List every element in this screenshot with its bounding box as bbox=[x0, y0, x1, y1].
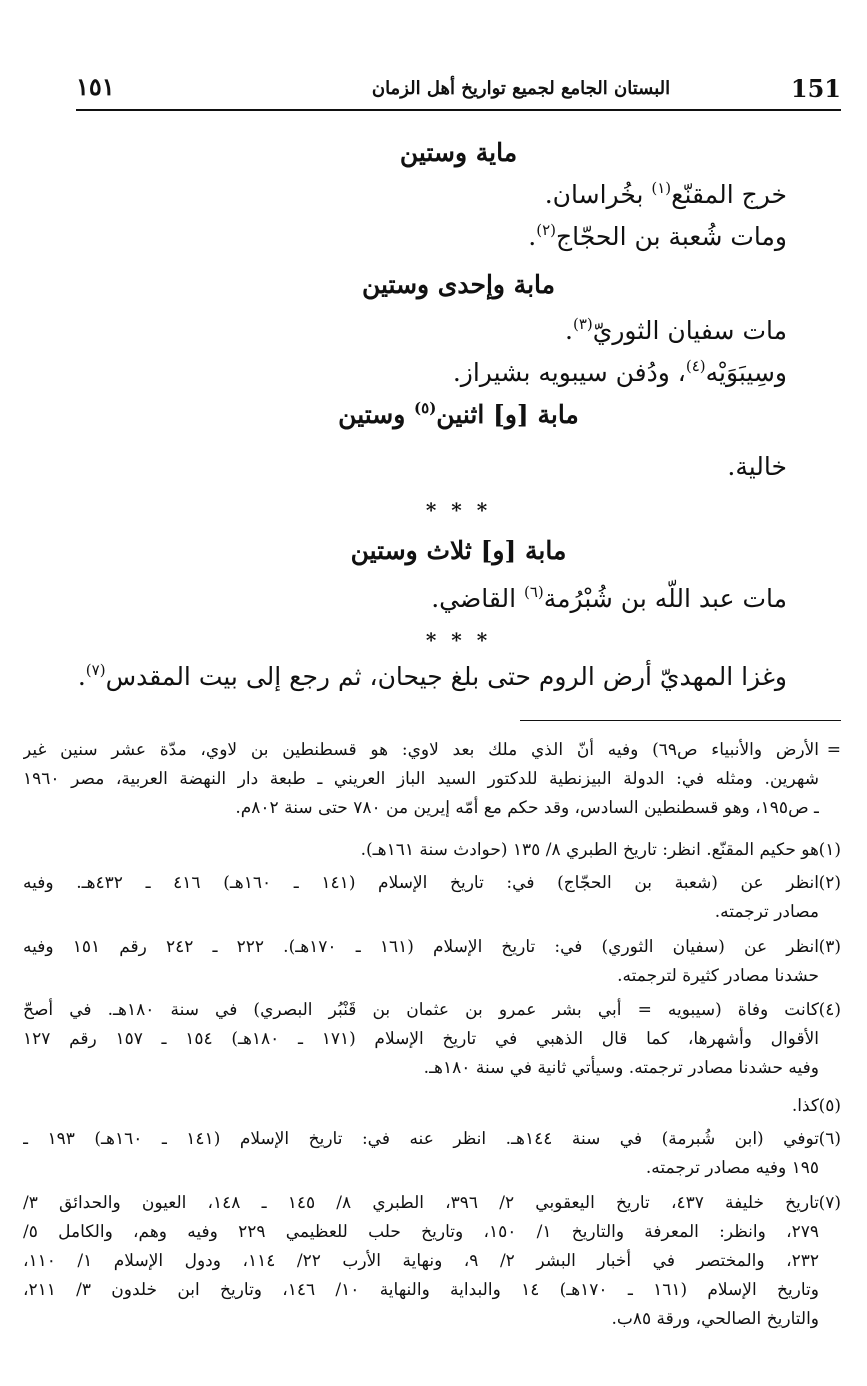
footnote-line: وتاريخ الإسلام (١٦١ ـ ١٧٠هـ) ١٤ والبداية والنهاية ١٠/ ١٤٦، وتاريخ ابن خلدون ٣/ ٢١١، bbox=[23, 1280, 819, 1300]
footnote-ref[interactable]: (٢) bbox=[536, 221, 556, 239]
footnote-4 bbox=[23, 996, 841, 1083]
footnote-line: ٢٧٩، وانظر: المعرفة والتاريخ ١/ ١٥٠، وتاريخ حلب للعظيمي ٢٢٩ وفيه وهم، والكامل ٥/ bbox=[23, 1222, 819, 1242]
section-separator: * * * bbox=[425, 628, 492, 652]
footnote-marker: (١) bbox=[818, 840, 841, 860]
text-line: وسِيبَوَيْه$^{(٤)}$، ودُفن سيبويه بشيراز. bbox=[452, 357, 787, 387]
footnote-line: مصادر ترجمته. bbox=[714, 902, 819, 922]
footnote-7 bbox=[23, 1189, 841, 1334]
footnote-ref[interactable]: (٧) bbox=[85, 661, 106, 679]
footnote-ref[interactable]: (٤) bbox=[685, 357, 706, 375]
footnote-marker: = bbox=[826, 740, 841, 760]
year-heading-161: مابة وإحدى وستين bbox=[361, 270, 556, 299]
year-heading-163: مابة [و] ثلاث وستين bbox=[350, 536, 567, 565]
footnote-line: انظر عن (سفيان الثوري) في: تاريخ الإسلام (١٦١ ـ ١٧٠هـ). ٢٢٢ ـ ٢٤٢ رقم ١٥١ وفيه bbox=[23, 937, 819, 957]
year-heading-162: مابة [و] اثنين$^{(٥)}$ وستين bbox=[338, 399, 579, 429]
header-rule bbox=[76, 109, 841, 111]
text-line: مات عبد اللّه بن شُبْرُمة$^{(٦)}$ القاضي. bbox=[431, 583, 787, 613]
section-separator: * * * bbox=[425, 498, 492, 522]
text-line: خالية. bbox=[727, 452, 787, 481]
footnotes-rule bbox=[520, 720, 841, 721]
footnote-line: الأرض والأنبياء ص٦٩) وفيه أنّ الذي ملك بعد لاوي: هو قسطنطين بن لاوي، مدّة عشر سنين غير bbox=[23, 740, 819, 760]
footnote-2 bbox=[23, 869, 841, 927]
footnote-ref[interactable]: (٥) bbox=[414, 399, 437, 417]
footnote-line: ١٩٥ وفيه مصادر ترجمته. bbox=[645, 1158, 819, 1178]
footnote-ref[interactable]: (١) bbox=[651, 179, 672, 197]
footnote-line: انظر عن (شعبة بن الحجّاج) في: تاريخ الإسلام (١٤١ ـ ١٦٠هـ) ٤١٦ ـ ٤٣٢هـ. وفيه bbox=[23, 873, 819, 893]
footnote-line: شهرين. ومثله في: الدولة البيزنطية للدكتور السيد الباز العريني ـ طبعة دار النهضة العربية، مصر ١٩٦٠ bbox=[23, 769, 819, 789]
footnote-continued bbox=[23, 736, 841, 823]
year-heading-160: ماية وستين bbox=[399, 138, 518, 167]
footnote-line: توفي (ابن شُبرمة) في سنة ١٤٤هـ. انظر عنه في: تاريخ الإسلام (١٤١ ـ ١٦٠هـ) ١٩٣ ـ bbox=[23, 1129, 819, 1149]
footnote-ref[interactable]: (٣) bbox=[573, 315, 593, 333]
text-line: وغزا المهديّ أرض الروم حتى بلغ جيحان، ثم رجع إلى بيت المقدس$^{(٧)}$. bbox=[77, 661, 787, 691]
footnote-line: ٢٣٢، والمختصر في أخبار البشر ٢/ ٩، ونهاية الأرب ٢٢/ ١١٤، ودول الإسلام ١/ ١١٠، bbox=[23, 1251, 819, 1271]
footnote-1 bbox=[23, 836, 841, 865]
footnote-marker: (٤) bbox=[818, 1000, 841, 1020]
footnote-line: كذا. bbox=[791, 1096, 819, 1116]
footnote-6 bbox=[23, 1125, 841, 1183]
footnote-marker: (٦) bbox=[818, 1129, 841, 1149]
footnote-line: كانت وفاة (سيبويه = أبي بشر عمرو بن عثمان بن قَنْبُر البصري) في سنة ١٨٠هـ. في أصحّ bbox=[23, 1000, 819, 1020]
page-number-arabic: ١٥١ bbox=[76, 72, 115, 101]
text-line: خرج المقنّع$^{(١)}$ بخُراسان. bbox=[544, 179, 787, 209]
footnote-5 bbox=[23, 1092, 841, 1121]
footnote-line: وفيه حشدنا مصادر ترجمته. وسيأتي ثانية في سنة ١٨٠هـ. bbox=[423, 1058, 819, 1078]
footnote-line: والتاريخ الصالحي، ورقة ٨٥ب. bbox=[611, 1309, 819, 1329]
running-title: البستان الجامع لجميع تواريخ أهل الزمان bbox=[371, 78, 671, 99]
footnote-line: الأقوال وأشهرها، كما قال الذهبي في تاريخ الإسلام (١٧١ ـ ١٨٠هـ) ١٥٤ ـ ١٥٧ رقم ١٢٧ bbox=[23, 1029, 819, 1049]
text-line: مات سفيان الثوريّ$^{(٣)}$. bbox=[565, 315, 787, 345]
page-number-latin: 151 bbox=[790, 74, 841, 103]
footnote-marker: (٥) bbox=[818, 1096, 841, 1116]
footnote-marker: (٧) bbox=[818, 1193, 841, 1213]
footnote-marker: (٢) bbox=[818, 873, 841, 893]
footnote-line: هو حكيم المقنّع. انظر: تاريخ الطبري ٨/ ١٣٥ (حوادث سنة ١٦١هـ). bbox=[360, 840, 819, 860]
text-line: ومات شُعبة بن الحجّاج$^{(٢)}$. bbox=[528, 221, 787, 251]
page-header bbox=[76, 72, 841, 112]
footnote-line: حشدنا مصادر كثيرة لترجمته. bbox=[617, 966, 819, 986]
footnote-line: ـ ص١٩٥، وهو قسطنطين السادس، وقد حكم مع أمّه إيرين من ٧٨٠ حتى سنة ٨٠٢م. bbox=[235, 798, 819, 818]
footnote-3 bbox=[23, 933, 841, 991]
footnote-marker: (٣) bbox=[818, 937, 841, 957]
footnote-line: تاريخ خليفة ٤٣٧، تاريخ اليعقوبي ٢/ ٣٩٦، الطبري ٨/ ١٤٥ ـ ١٤٨، العيون والحدائق ٣/ bbox=[23, 1193, 819, 1213]
footnote-ref[interactable]: (٦) bbox=[523, 583, 544, 601]
